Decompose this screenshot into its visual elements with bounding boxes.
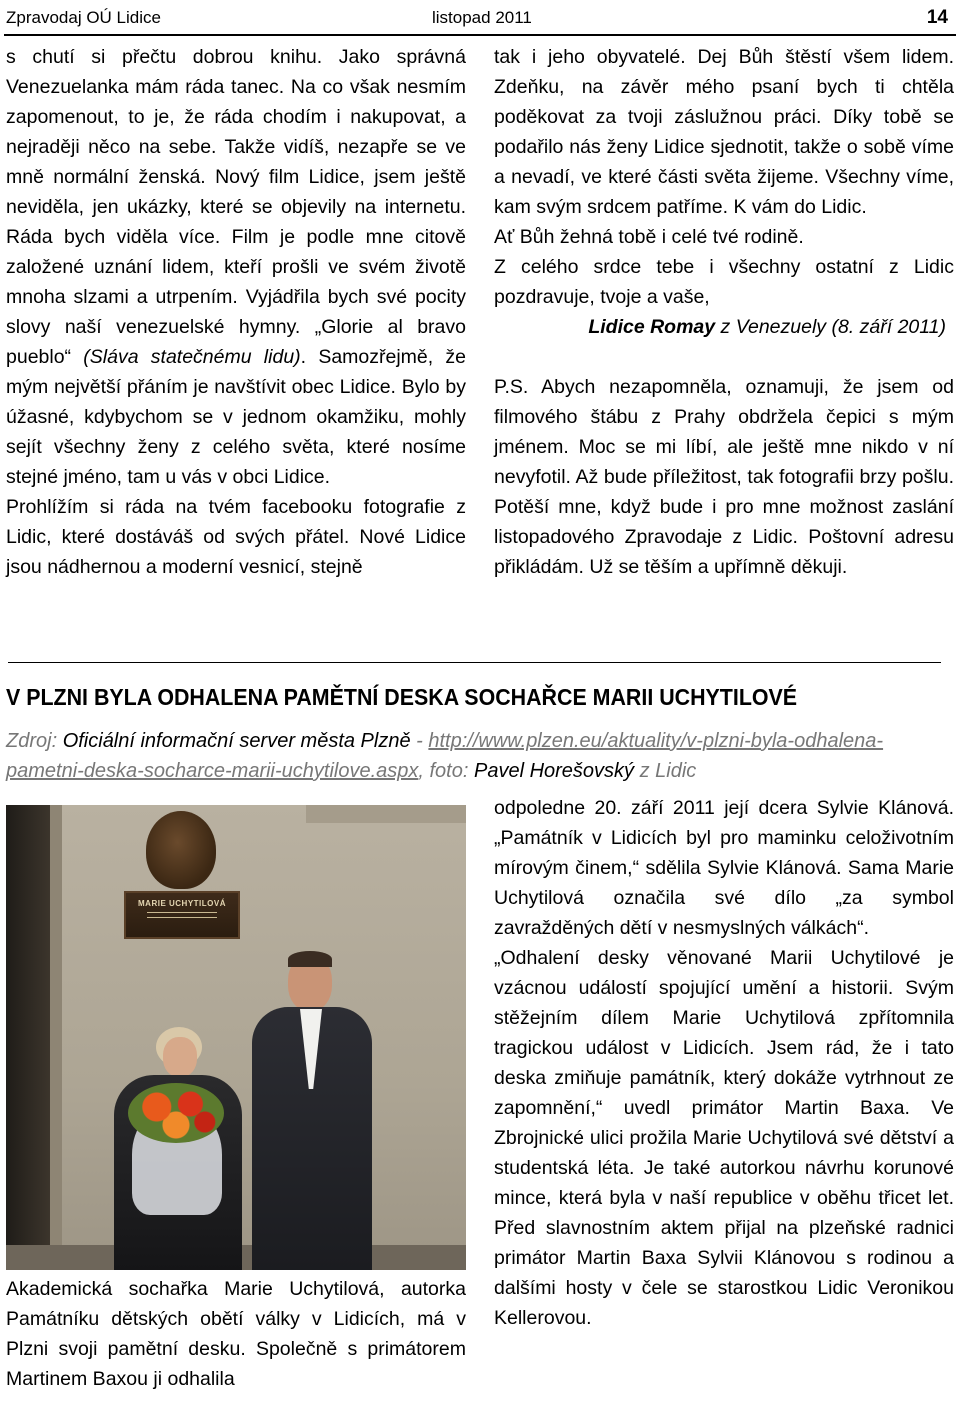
photo-label: , foto: — [418, 760, 474, 782]
anthem-name: „Glorie al bravo pueblo“ — [6, 316, 466, 368]
article-paragraph: odpoledne 20. září 2011 její dcera Sylvie Klánová. „Památník v Lidicích byl pro maminku celoživotním mírovým činem,“ sdělila Sylvie Klánová. Sama Marie Uchytilová označila své dílo „za symbol zavražděných dětí v nesmyslných válkách“. — [494, 797, 954, 939]
photo-suffix: z Lidic — [634, 760, 697, 782]
woman-face — [163, 1037, 197, 1077]
doorway-frame — [50, 805, 62, 1270]
letter-text: . Samozřejmě, že mým největší přáním je navštívit obec Lidice. Bylo by úžasné, kdybychom se v jednom okamžiku, mohly sejít všechny ženy z celého světa, které nosíme stejné jméno, tam u vás v obci Lidice. — [6, 346, 466, 488]
signature-origin: z Venezuely (8. září 2011) — [715, 316, 946, 338]
source-separator: - — [410, 730, 429, 752]
letter-paragraph: tak i jeho obyvatelé. Dej Bůh štěstí všem lidem. Zdeňku, na závěr mého psaní bych ti chtěla poděkovat za tvoji záslužnou práci. Díky tobě se podařilo nás ženy Lidice sjednotit, takže o sobě víme a nevadí, ve které části světa žijeme. Všechny víme, kam svým srdcem patříme. K vám do Lidic. — [494, 46, 954, 218]
page-number: 14 — [926, 7, 948, 28]
issue-date: listopad 2011 — [432, 8, 532, 27]
article-paragraph: „Odhalení desky věnované Marii Uchytilové je vzácnou událostí spojující umění a historii. Svým stěžejním dílem Marie Uchytilová zpřítomnila tragickou událost v Lidicích. Jsem rád, že i tato deska zmiňuje památník, který dokáže vytrhnout ze zapomnění,“ uvedl primátor Martin Baxa. Ve Zbrojnické ulici prožila Marie Uchytilová své dětství a studentská léta. Je také autorkou návrhu korunové mince, která byla v naší republice v oběhu třicet let. Před slavnostním aktem přijal na plzeňské radnici primátor Martin Baxa Sylvii Klánovou s rodinou a dalšími hosty v čele se starostkou Lidic Veronikou Kellerovou. — [494, 947, 954, 1329]
letter-paragraph: Ať Bůh žehná tobě i celé tvé rodině. — [494, 226, 804, 248]
signature-name: Lidice Romay — [588, 316, 716, 338]
anthem-translation: (Sláva statečnému lidu) — [71, 346, 301, 368]
letter-left-column — [6, 42, 466, 582]
plaque-inscription: MARIE UCHYTILOVÁ — [138, 899, 226, 908]
letter-paragraph: Z celého srdce tebe i všechny ostatní z Lidic pozdravuje, tvoje a vaše, — [494, 256, 954, 308]
section-divider — [8, 662, 941, 663]
memorial-plaque — [124, 891, 240, 939]
letter-postscript: P.S. Abych nezapomněla, oznamuji, že jsem od filmového štábu z Prahy obdržela čepici s mým jménem. Moc se mi líbí, ale ještě mne nikdo v ní nevyfotil. Až bude příležitost, tak fotografii brzy pošlu. Potěší mne, když bude i pro mne možnost zaslání listopadového Zpravodaje z Lidic. Poštovní adresu přikládám. Už se těším a upřímně děkuji. — [494, 376, 954, 578]
source-link[interactable]: http://www.plzen.eu/aktuality/v-plzni-byla-odhalena-pametni-deska-socharce-marii-uchytilove.aspx — [6, 730, 884, 782]
article-source — [6, 726, 956, 786]
man-hair — [288, 951, 332, 967]
header-divider — [4, 34, 956, 36]
relief-portrait — [146, 811, 216, 889]
article-body — [494, 793, 954, 1333]
photo-caption: Akademická sochařka Marie Uchytilová, autorka Památníku dětských obětí války v Lidicích, má v Plzni svoji pamětní desku. Společně s primátorem Martinem Baxou ji odhalila — [6, 1278, 466, 1390]
wall-cornice — [306, 805, 466, 823]
photographer-name: Pavel Horešovský — [473, 760, 635, 782]
letter-right-column — [494, 42, 954, 582]
plaque-small-text — [147, 912, 217, 918]
letter-paragraph: Prohlížím si ráda na tvém facebooku fotografie z Lidic, které dostáváš od svých přátel. Nové Lidice jsou nádhernou a moderní vesnicí, stejně — [6, 496, 466, 578]
bouquet-flowers — [128, 1083, 224, 1143]
letter-signature — [494, 312, 954, 342]
article-title: V PLZNI BYLA ODHALENA PAMĚTNÍ DESKA SOCHAŘCE MARII UCHYTILOVÉ — [6, 684, 798, 710]
letter-text: s chutí si přečtu dobrou knihu. Jako správná Venezuelanka mám ráda tanec. Na co však nesmím zapomenout, to je, že ráda chodím i nakupovat, a nejraději něco na sebe. Takže vidíš, nezapře se ve mně normální ženská. Nový film Lidice, jsem ještě neviděla, jen ukázky, které se objevily na internetu. Ráda bych viděla více. Film je podle mne citově založené uznání lidem, kteří prošli ve svém životě mnoha slzami a utrpením. Vyjádřila bych své pocity slovy naší venezuelské hymny. — [6, 46, 466, 338]
doorway — [6, 805, 50, 1270]
letter-paragraph — [6, 42, 466, 492]
source-label: Zdroj: — [6, 730, 63, 752]
article-photo — [6, 805, 466, 1270]
source-name: Oficiální informační server města Plzně — [62, 730, 411, 752]
publication-name: Zpravodaj OÚ Lidice — [6, 8, 161, 27]
